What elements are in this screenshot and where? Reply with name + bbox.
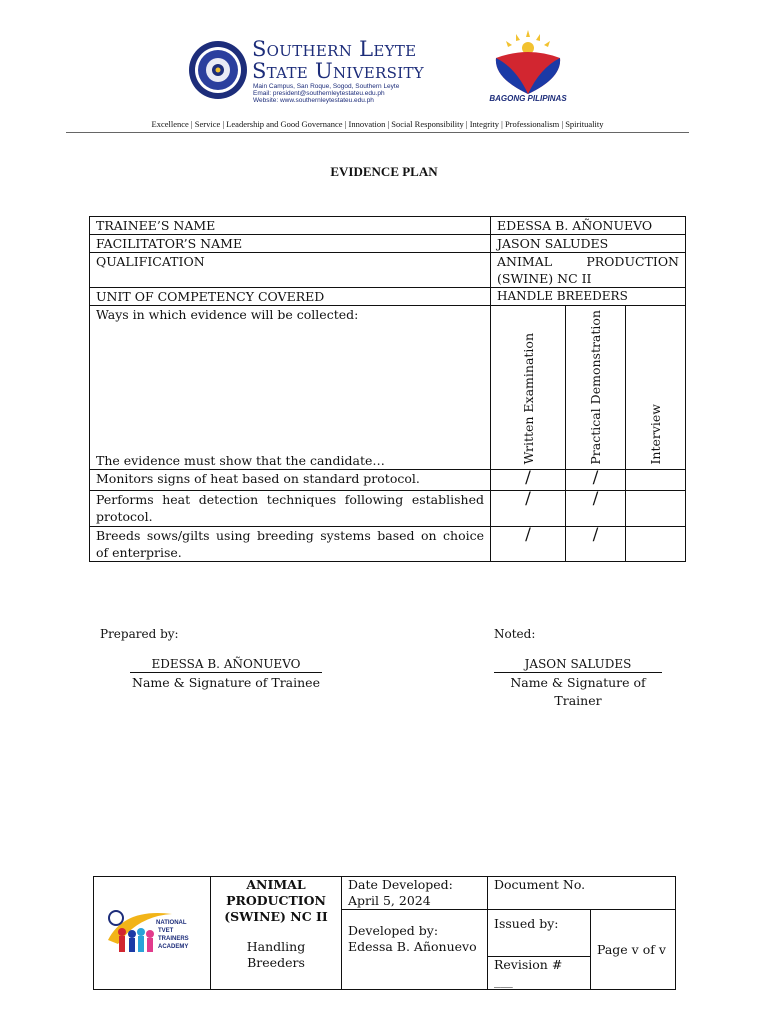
evidence-plan-table [89,216,686,562]
practical-demo-label: Practical Demonstration [588,310,603,465]
page-number: Page v of v [597,941,666,957]
qualification-label: QUALIFICATION [90,253,491,288]
qualification-value-line1: ANIMAL PRODUCTION [497,254,679,269]
facilitator-row [90,235,686,253]
developed-by-label: Developed by: [348,923,439,938]
footer-page-cell [591,910,676,990]
noted-name: JASON SALUDES [494,657,662,673]
footer-qual-line3: (SWINE) NC II [224,909,328,924]
interview-label: Interview [648,404,663,465]
criteria-text-line2: of enterprise. [96,544,182,560]
university-address: Main Campus, San Roque, Sogod, Southern Leyte [253,83,400,90]
criteria-row [90,490,686,526]
evidence-label: The evidence must show that the candidate… [96,452,385,468]
written-exam-check: / [491,490,566,526]
written-exam-label: Written Examination [520,333,536,465]
footer-issued-cell [488,910,591,957]
university-name-line2: State University [252,59,424,83]
footer-logo-cell [94,877,211,990]
practical-demo-check: / [566,469,626,490]
trainee-value: EDESSA B. AÑONUEVO [491,217,686,235]
issued-by-label: Issued by: [494,916,559,931]
trainee-row [90,217,686,235]
interview-check [626,490,686,526]
criteria-text [90,490,491,526]
unit-value: HANDLE BREEDERS [491,288,686,306]
university-email: Email: president@southernleytestateu.edu.ph [253,90,385,97]
logo-text-national: NATIONAL [156,920,187,926]
written-exam-header [491,306,566,470]
university-website: Website: www.southernleytestateu.edu.ph [253,97,374,104]
noted-caption-line2: Trainer [554,693,602,708]
qualification-value-line2: (SWINE) NC II [497,271,592,286]
tvet-academy-logo [94,896,210,966]
criteria-text [90,526,491,561]
noted-label: Noted: [494,627,536,641]
footer-document-no-cell [488,877,676,910]
qualification-row [90,253,686,288]
methods-description-cell [90,306,491,470]
written-exam-check: / [491,526,566,561]
practical-demo-header [566,306,626,470]
developed-by-value: Edessa B. Añonuevo [348,939,477,954]
practical-demo-check: / [566,490,626,526]
date-developed-value: April 5, 2024 [348,893,431,908]
interview-header [626,306,686,470]
footer-date-cell [342,877,488,910]
university-name [252,38,424,82]
document-control-footer [93,876,676,990]
document-title: EVIDENCE PLAN [330,164,438,179]
date-developed-label: Date Developed: [348,877,453,892]
trainee-label: TRAINEE’S NAME [90,217,491,235]
revision-label: Revision # ___ [494,957,563,988]
core-values-line: Excellence | Service | Leadership and Good Governance | Innovation | Social Responsibility | Integrity | Professionalism | Spirituality [151,119,604,129]
footer-qual-line1: ANIMAL [246,877,306,892]
criteria-text: Monitors signs of heat based on standard protocol. [90,469,491,490]
ways-label: Ways in which evidence will be collected: [96,307,359,322]
methods-header-row [90,306,686,470]
university-seal-logo [188,40,248,100]
criteria-text-line1: Breeds sows/gilts using breeding systems based on choice [96,527,484,543]
facilitator-label: FACILITATOR’S NAME [90,235,491,253]
university-name-line1: Southern Leyte [252,37,417,61]
logo-text-trainers: TRAINERS [158,936,189,942]
footer-qualification-cell [211,877,342,990]
logo-text-tvet: TVET [158,928,174,934]
bagong-pilipinas-text: BAGONG PILIPINAS [489,94,567,103]
footer-revision-cell [488,957,591,990]
noted-caption-line1: Name & Signature of [510,675,646,690]
criteria-row [90,469,686,490]
qualification-value [491,253,686,288]
prepared-by-label: Prepared by: [100,627,179,641]
bagong-pilipinas-logo [486,28,570,96]
written-exam-check: / [491,469,566,490]
prepared-caption: Name & Signature of Trainee [132,675,320,690]
practical-demo-check: / [566,526,626,561]
footer-module-name: Handling Breeders [246,939,306,970]
header-divider [66,132,689,133]
interview-check [626,469,686,490]
interview-check [626,526,686,561]
facilitator-value: JASON SALUDES [491,235,686,253]
footer-qual-line2: PRODUCTION [226,893,326,908]
unit-row [90,288,686,306]
criteria-text-line1: Performs heat detection techniques following established [96,491,484,507]
prepared-name: EDESSA B. AÑONUEVO [130,657,322,673]
footer-developed-cell [342,910,488,990]
unit-label: UNIT OF COMPETENCY COVERED [90,288,491,306]
logo-text-academy: ACADEMY [158,944,189,950]
document-no-label: Document No. [494,877,586,892]
criteria-row [90,526,686,561]
noted-caption [494,674,662,710]
criteria-text-line2: protocol. [96,508,153,524]
